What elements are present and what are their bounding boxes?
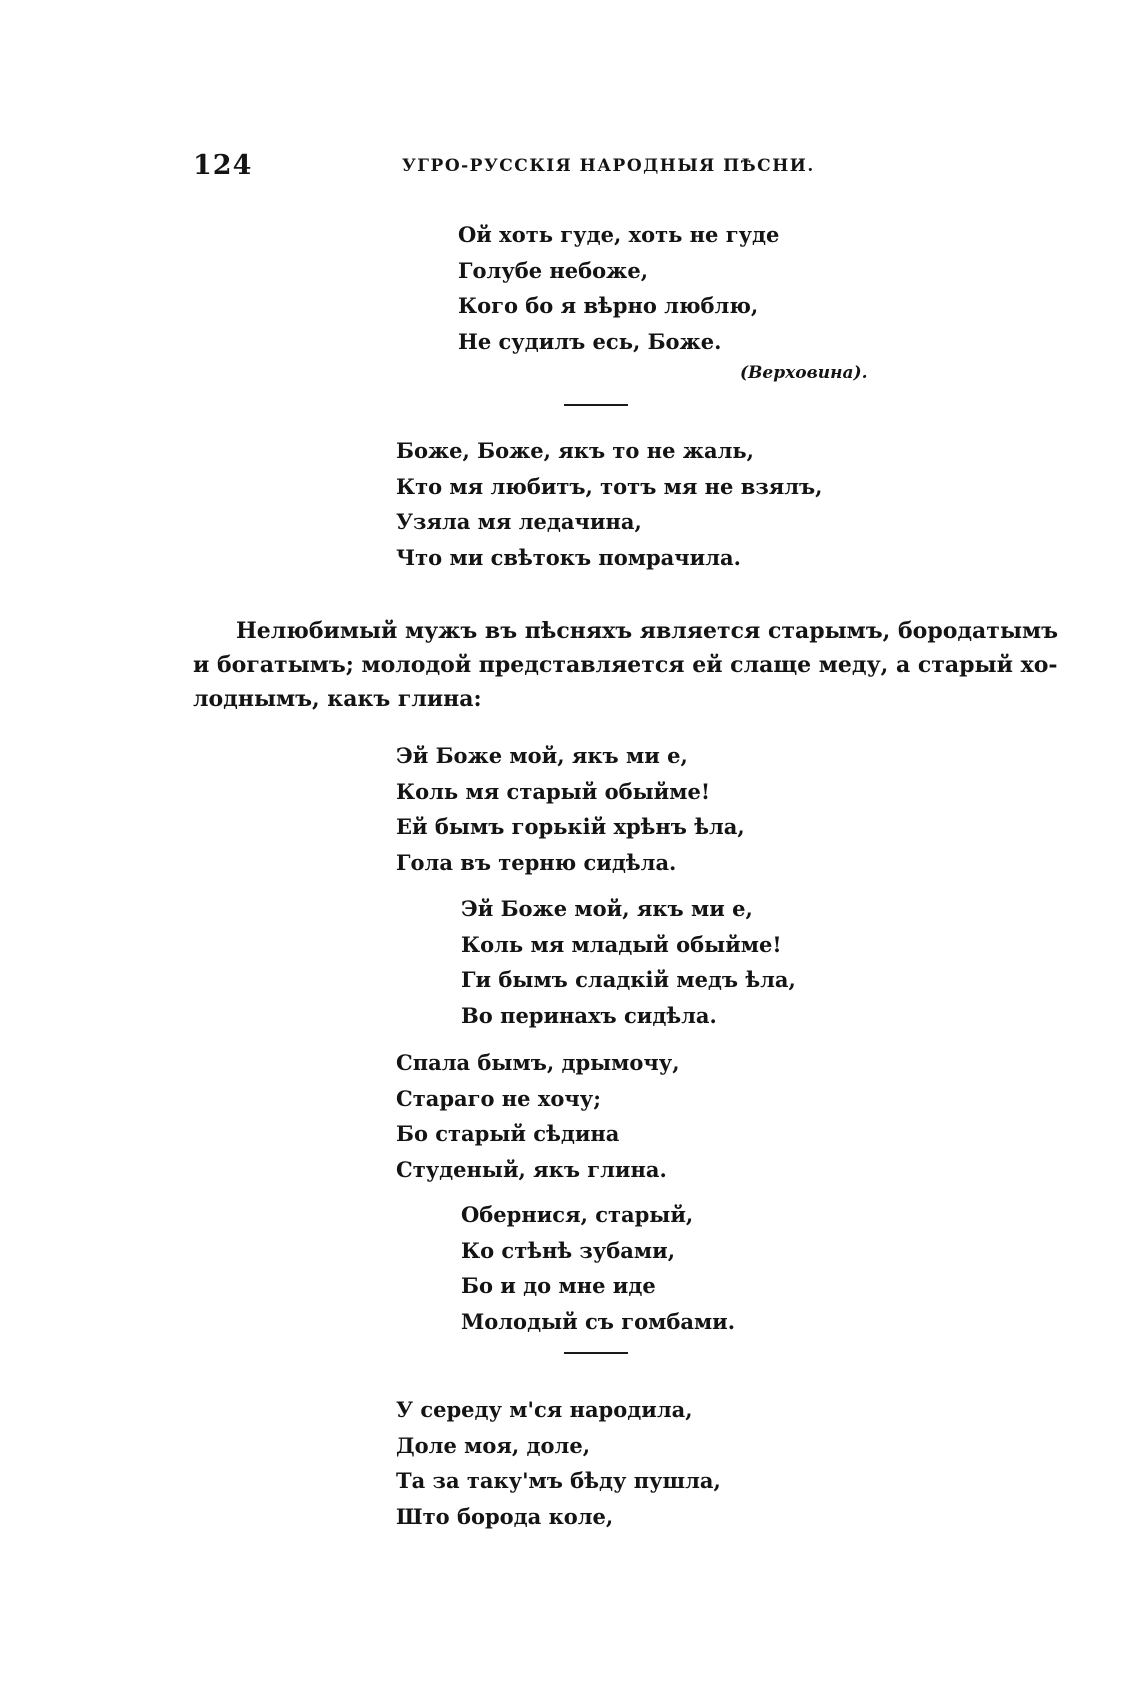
verse-line: Та за таку'мъ бѣду пушла, <box>396 1468 721 1493</box>
page-header <box>193 150 993 190</box>
verse-line: Ей бымъ горькій хрѣнъ ѣла, <box>396 814 745 839</box>
verse-line: Ги бымъ сладкій медъ ѣла, <box>461 967 796 992</box>
attribution: (Верховина). <box>740 363 868 383</box>
verse-line: Спала бымъ, дрымочу, <box>396 1050 680 1075</box>
verse-line: Кого бо я вѣрно люблю, <box>458 293 759 318</box>
verse-line: Бо старый сѣдина <box>396 1121 620 1146</box>
verse-line: Гола въ терню сидѣла. <box>396 849 677 875</box>
verse-line: Кто мя любитъ, тотъ мя не взялъ, <box>396 473 823 499</box>
stanza-4 <box>461 891 796 1033</box>
stanza-1 <box>458 217 779 359</box>
stanza-7 <box>396 1392 721 1534</box>
verse-line: Доле моя, доле, <box>396 1432 591 1458</box>
prose-paragraph <box>193 614 1058 716</box>
verse-line: Голубе небоже, <box>458 257 649 283</box>
stanza-5 <box>396 1045 680 1187</box>
verse-line: У середу м'ся народила, <box>396 1397 693 1422</box>
verse-line: Коль мя младый обыйме! <box>461 931 782 957</box>
verse-line: Обернися, старый, <box>461 1202 694 1227</box>
verse-line: Бо и до мне иде <box>461 1273 656 1298</box>
verse-line: Молодый съ гомбами. <box>461 1308 736 1334</box>
verse-line: Узяла мя ледачина, <box>396 509 642 534</box>
verse-line: Ой хоть гуде, хоть не гуде <box>458 222 780 247</box>
paragraph-line: Нелюбимый мужъ въ пѣсняхъ является старымъ, бородатымъ <box>236 618 1058 644</box>
stanza-3 <box>396 738 745 880</box>
paragraph-line: лоднымъ, какъ глина: <box>193 686 482 712</box>
verse-line: Боже, Боже, якъ то не жаль, <box>396 438 754 463</box>
verse-line: Эй Боже мой, якъ ми е, <box>396 743 688 768</box>
paragraph-line: и богатымъ; молодой представляется ей слаще меду, а старый хо- <box>193 652 1058 678</box>
section-divider <box>564 1352 628 1354</box>
verse-line: Ко стѣнѣ зубами, <box>461 1237 676 1263</box>
verse-line: Во перинахъ сидѣла. <box>461 1002 717 1028</box>
verse-line: Студеный, якъ глина. <box>396 1156 667 1182</box>
verse-line: Коль мя старый обыйме! <box>396 778 711 804</box>
verse-line: Што борода коле, <box>396 1503 614 1529</box>
verse-line: Не судилъ есь, Боже. <box>458 328 722 354</box>
section-divider <box>564 404 628 406</box>
verse-line: Стараго не хочу; <box>396 1085 601 1111</box>
running-title: УГРО-РУССКІЯ НАРОДНЫЯ ПѢСНИ. <box>402 156 815 176</box>
verse-line: Эй Боже мой, якъ ми е, <box>461 896 753 921</box>
stanza-2 <box>396 433 822 575</box>
verse-line: Что ми свѣтокъ помрачила. <box>396 544 741 570</box>
page-number: 124 <box>193 150 253 181</box>
stanza-6 <box>461 1197 735 1339</box>
